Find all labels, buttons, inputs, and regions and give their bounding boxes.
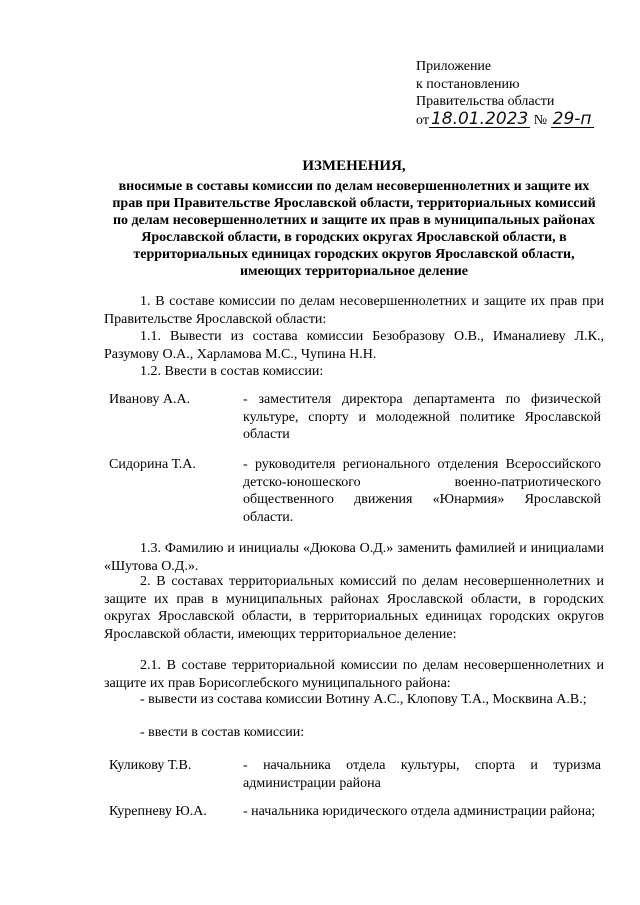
appendix-line: Правительства области <box>416 94 555 109</box>
appendix-date-line <box>416 108 594 130</box>
handwritten-number: 29-п <box>552 108 592 129</box>
from-label: от <box>416 112 429 128</box>
title-subtitle: вносимые в составы комиссии по делам несовершеннолетних и защите их прав при Правительстве Ярославской области, территориальных комиссий по делам несовершеннолетних и защите их прав в муниципальных районах Ярославской области, в городских округах Ярославской области, в территориальных единицах городских округов Ярославской области, имеющих территориальное деление <box>112 179 596 279</box>
member-name: Сидорина Т.А. <box>109 457 196 472</box>
paragraph-1-2: 1.2. Ввести в состав комиссии: <box>140 364 324 379</box>
paragraph-2-1: 2.1. В составе территориальной комиссии по делам несовершеннолетних и защите их прав Борисоглебского муниципального района: <box>104 658 604 691</box>
document-title <box>104 158 604 280</box>
paragraph-1-3: 1.3. Фамилию и инициалы «Дюкова О.Д.» заменить фамилией и инициалами «Шутова О.Д.». <box>104 541 604 574</box>
member-name: Куликову Т.В. <box>109 758 192 773</box>
number-label: № <box>533 112 548 128</box>
paragraph-2: 2. В составах территориальных комиссий по делам несовершеннолетних и защите их прав в муниципальных районах Ярославской области, в городских округах Ярославской области, в территориальных единицах городских округов Ярославской области, имеющих территориальное деление: <box>104 574 604 642</box>
paragraph-1-1: 1.1. Вывести из состава комиссии Безобразову О.В., Иманалиеву Л.К., Разумову О.А., Харламова М.С., Чупина Н.Н. <box>104 329 604 362</box>
appendix-block <box>416 58 594 129</box>
member-role: - заместителя директора департамента по физической культуре, спорту и молодежной политике Ярославской области <box>243 392 601 442</box>
paragraph-2-1-add: - ввести в состав комиссии: <box>140 725 305 740</box>
handwritten-date: 18.01.2023 <box>430 108 529 129</box>
member-role: - начальника отдела культуры, спорта и туризма администрации района <box>243 758 601 791</box>
paragraph-2-1-remove: - вывести из состава комиссии Вотину А.С., Клопову Т.А., Москвина А.В.; <box>140 692 587 707</box>
title-heading: ИЗМЕНЕНИЯ, <box>302 158 406 174</box>
appendix-line: к постановлению <box>416 76 520 92</box>
member-role: - руководителя регионального отделения Всероссийского детско-юношеского военно-патриотического общественного движения «Юнармия» Ярославской области. <box>243 457 601 525</box>
member-name: Курепневу Ю.А. <box>109 804 207 819</box>
paragraph-1: 1. В составе комиссии по делам несовершеннолетних и защите их прав при Правительстве Ярославской области: <box>104 294 604 327</box>
appendix-line: Приложение <box>416 59 492 74</box>
member-name: Иванову А.А. <box>109 392 191 407</box>
member-role: - начальника юридического отдела администрации района; <box>243 804 596 819</box>
